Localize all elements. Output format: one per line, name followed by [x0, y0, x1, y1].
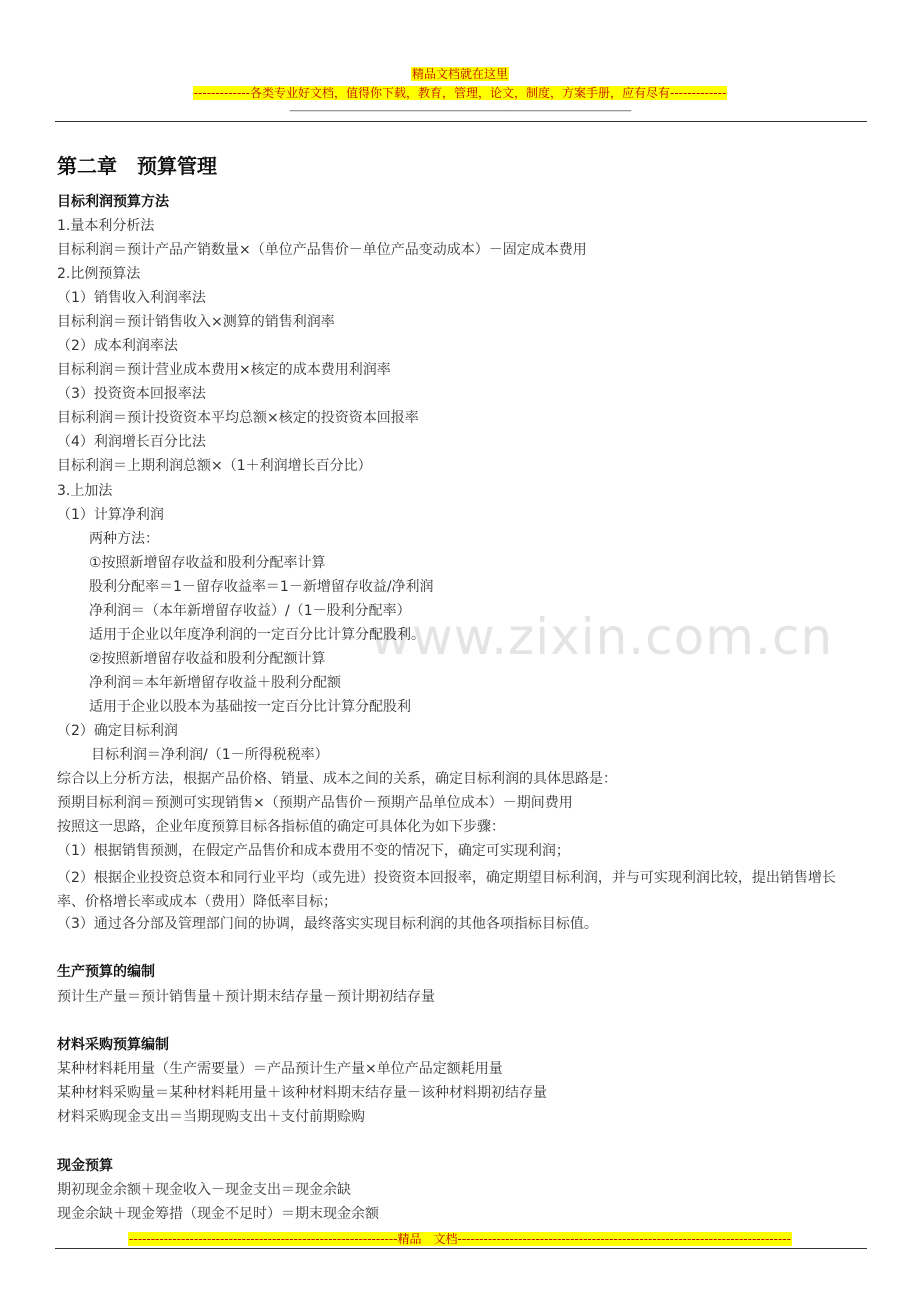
section-heading: 目标利润预算方法: [57, 194, 169, 210]
footer-text: --------------------------------------------------------------精品 文档-----------------------------------------------------------------------------: [129, 1232, 791, 1246]
text-line: 1.量本利分析法: [57, 218, 155, 234]
text-line: （4）利润增长百分比法: [57, 434, 206, 450]
header-banner-slogan: [0, 85, 920, 101]
text-line: 适用于企业以股本为基础按一定百分比计算分配股利: [89, 699, 411, 715]
footer-banner: [0, 1231, 920, 1247]
text-line: （3）通过各分部及管理部门间的协调，最终落实实现目标利润的其他各项指标目标值。: [57, 916, 598, 932]
header-title-text: 精品文档就在这里: [411, 67, 508, 81]
text-line: 2.比例预算法: [57, 266, 141, 282]
text-line: 3.上加法: [57, 483, 113, 499]
text-line: 净利润＝（本年新增留存收益）/（1－股利分配率）: [89, 603, 411, 619]
text-line: 目标利润＝上期利润总额×（1＋利润增长百分比）: [57, 458, 372, 474]
header-banner-title: [0, 66, 920, 82]
text-line: ②按照新增留存收益和股利分配额计算: [89, 651, 326, 667]
text-line: 现金余缺＋现金筹措（现金不足时）＝期末现金余额: [57, 1206, 379, 1222]
footer-rule: [55, 1248, 867, 1249]
header-rule: [55, 121, 867, 122]
text-line: 目标利润＝预计营业成本费用×核定的成本费用利润率: [57, 362, 391, 378]
watermark: www.zixin.com.cn: [370, 608, 834, 666]
text-line: 某种材料耗用量（生产需要量）＝产品预计生产量×单位产品定额耗用量: [57, 1061, 503, 1077]
text-line: 按照这一思路，企业年度预算目标各指标值的确定可具体化为如下步骤：: [57, 819, 505, 835]
text-line: 目标利润＝预计产品产销数量×（单位产品售价－单位产品变动成本）－固定成本费用: [57, 242, 587, 258]
text-line: （1）根据销售预测，在假定产品售价和成本费用不变的情况下，确定可实现利润；: [57, 843, 570, 859]
section-heading: 生产预算的编制: [57, 964, 155, 980]
text-line: 两种方法：: [89, 531, 159, 547]
text-line: 净利润＝本年新增留存收益＋股利分配额: [89, 675, 341, 691]
text-line: 预期目标利润＝预测可实现销售×（预期产品售价－预期产品单位成本）－期间费用: [57, 795, 573, 811]
section-heading: 材料采购预算编制: [57, 1037, 169, 1053]
text-line: 期初现金余额＋现金收入－现金支出＝现金余缺: [57, 1182, 351, 1198]
text-line: 目标利润＝净利润/（1－所得税税率）: [91, 747, 329, 763]
text-line: （1）销售收入利润率法: [57, 290, 206, 306]
header-slogan-text: -------------各类专业好文档，值得你下载，教育，管理，论文，制度，方案手册，应有尽有-------------: [193, 86, 727, 100]
text-line: ①按照新增留存收益和股利分配率计算: [89, 555, 326, 571]
text-line: 综合以上分析方法，根据产品价格、销量、成本之间的关系，确定目标利润的具体思路是：: [57, 771, 617, 787]
text-line: （3）投资资本回报率法: [57, 386, 206, 402]
header-dash-line: --------------------------------------------------------------------------------------------------------------------------------------------------------: [289, 106, 631, 116]
section-heading: 现金预算: [57, 1158, 113, 1174]
text-line: （2）确定目标利润: [57, 723, 178, 739]
text-line: 目标利润＝预计投资资本平均总额×核定的投资资本回报率: [57, 410, 419, 426]
text-line: 某种材料采购量＝某种材料耗用量＋该种材料期末结存量－该种材料期初结存量: [57, 1085, 547, 1101]
text-line: 适用于企业以年度净利润的一定百分比计算分配股利。: [89, 627, 425, 643]
text-line: （2）成本利润率法: [57, 338, 178, 354]
text-line: 目标利润＝预计销售收入×测算的销售利润率: [57, 314, 335, 330]
text-line: 预计生产量＝预计销售量＋预计期末结存量－预计期初结存量: [57, 989, 435, 1005]
text-line: 材料采购现金支出＝当期现购支出＋支付前期赊购: [57, 1109, 365, 1125]
text-line: （1）计算净利润: [57, 507, 164, 523]
text-paragraph: （2）根据企业投资总资本和同行业平均（或先进）投资资本回报率，确定期望目标利润，并与可实现利润比较，提出销售增长率、价格增长率或成本（费用）降低率目标；: [57, 870, 836, 910]
chapter-title: 第二章 预算管理: [57, 154, 217, 178]
text-line: 股利分配率＝1－留存收益率＝1－新增留存收益/净利润: [89, 579, 434, 595]
